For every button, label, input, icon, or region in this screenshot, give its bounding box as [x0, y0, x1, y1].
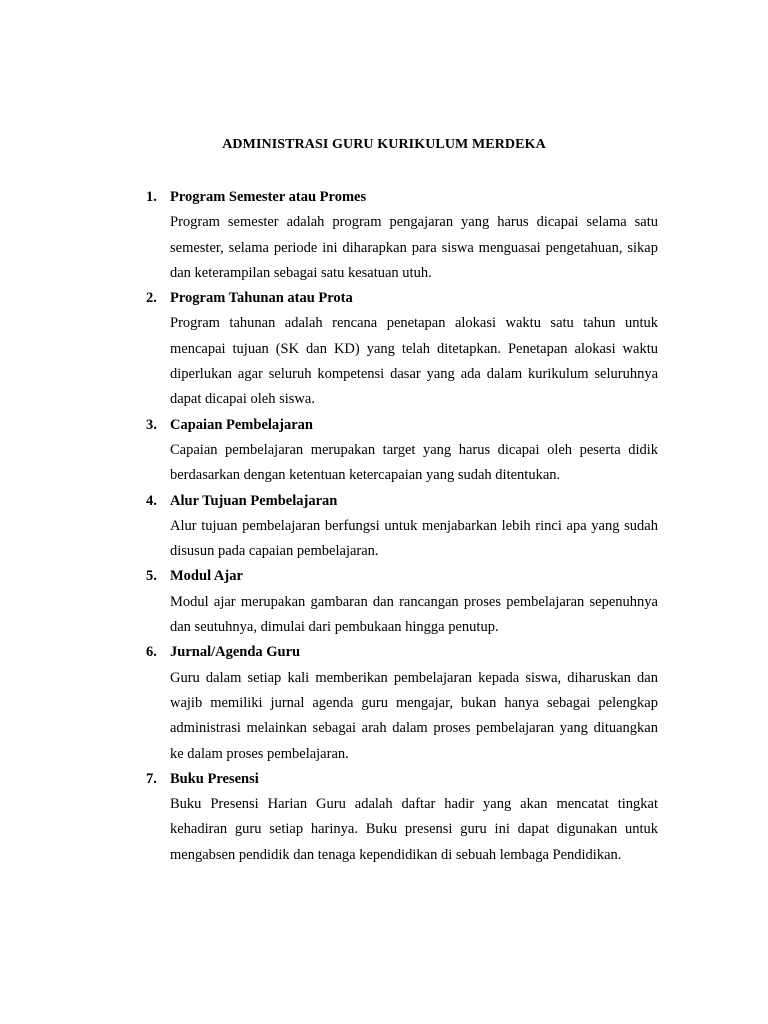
item-heading: Program Semester atau Promes: [170, 189, 367, 205]
list-item-3: [146, 413, 658, 489]
item-number: 4.: [146, 492, 157, 509]
item-number: 6.: [146, 644, 157, 661]
item-heading: Modul Ajar: [170, 568, 243, 585]
list-item-4: [146, 489, 658, 565]
list-item-6: [146, 640, 658, 766]
item-body: Program tahunan adalah rencana penetapan alokasi waktu satu tahun untuk mencapai tujuan (SK dan KD) yang telah ditetapkan. Penetapan alokasi waktu diperlukan agar seluruh kompetensi dasar yang ada dalam kurikulum seluruhnya dapat dicapai oleh siswa.: [170, 315, 658, 408]
item-list: [146, 185, 658, 868]
item-body: Buku Presensi Harian Guru adalah daftar hadir yang akan mencatat tingkat kehadiran guru setiap harinya. Buku presensi guru ini dapat digunakan untuk mengabsen pendidik dan tenaga kependidikan di sebuah lembaga Pendidikan.: [170, 796, 658, 863]
item-heading: Alur Tujuan Pembelajaran: [170, 492, 338, 509]
list-item-5: [146, 564, 658, 640]
list-item-7: [146, 767, 658, 868]
item-number: 7.: [146, 770, 157, 787]
item-body: Program semester adalah program pengajaran yang harus dicapai selama satu semester, selama periode ini diharapkan para siswa menguasai pengetahuan, sikap dan keterampilan sebagai satu kesatuan utuh.: [170, 214, 658, 281]
item-heading: Buku Presensi: [170, 770, 259, 787]
item-body: Capaian pembelajaran merupakan target yang harus dicapai oleh peserta didik berdasarkan dengan ketentuan ketercapaian yang sudah ditentukan.: [170, 441, 658, 484]
item-number: 2.: [146, 290, 157, 307]
list-item-2: [146, 286, 658, 412]
item-heading: Capaian Pembelajaran: [170, 416, 313, 433]
item-number: 5.: [146, 568, 157, 585]
item-number: 1.: [146, 189, 157, 205]
item-heading: Program Tahunan atau Prota: [170, 290, 353, 307]
document-title: ADMINISTRASI GURU KURIKULUM MERDEKA: [222, 137, 546, 152]
item-number: 3.: [146, 416, 157, 433]
item-body: Alur tujuan pembelajaran berfungsi untuk menjabarkan lebih rinci apa yang sudah disusun pada capaian pembelajaran.: [170, 517, 658, 560]
item-body: Modul ajar merupakan gambaran dan rancangan proses pembelajaran sepenuhnya dan seutuhnya, dimulai dari pembukaan hingga penutup.: [170, 593, 658, 636]
list-item-1: [146, 185, 658, 286]
item-body: Guru dalam setiap kali memberikan pembelajaran kepada siswa, diharuskan dan wajib memiliki jurnal agenda guru mengajar, bukan hanya sebagai pelengkap administrasi melainkan sebagai arah dalam proses pembelajaran yang dituangkan ke dalam proses pembelajaran.: [170, 669, 658, 762]
item-heading: Jurnal/Agenda Guru: [170, 644, 301, 661]
